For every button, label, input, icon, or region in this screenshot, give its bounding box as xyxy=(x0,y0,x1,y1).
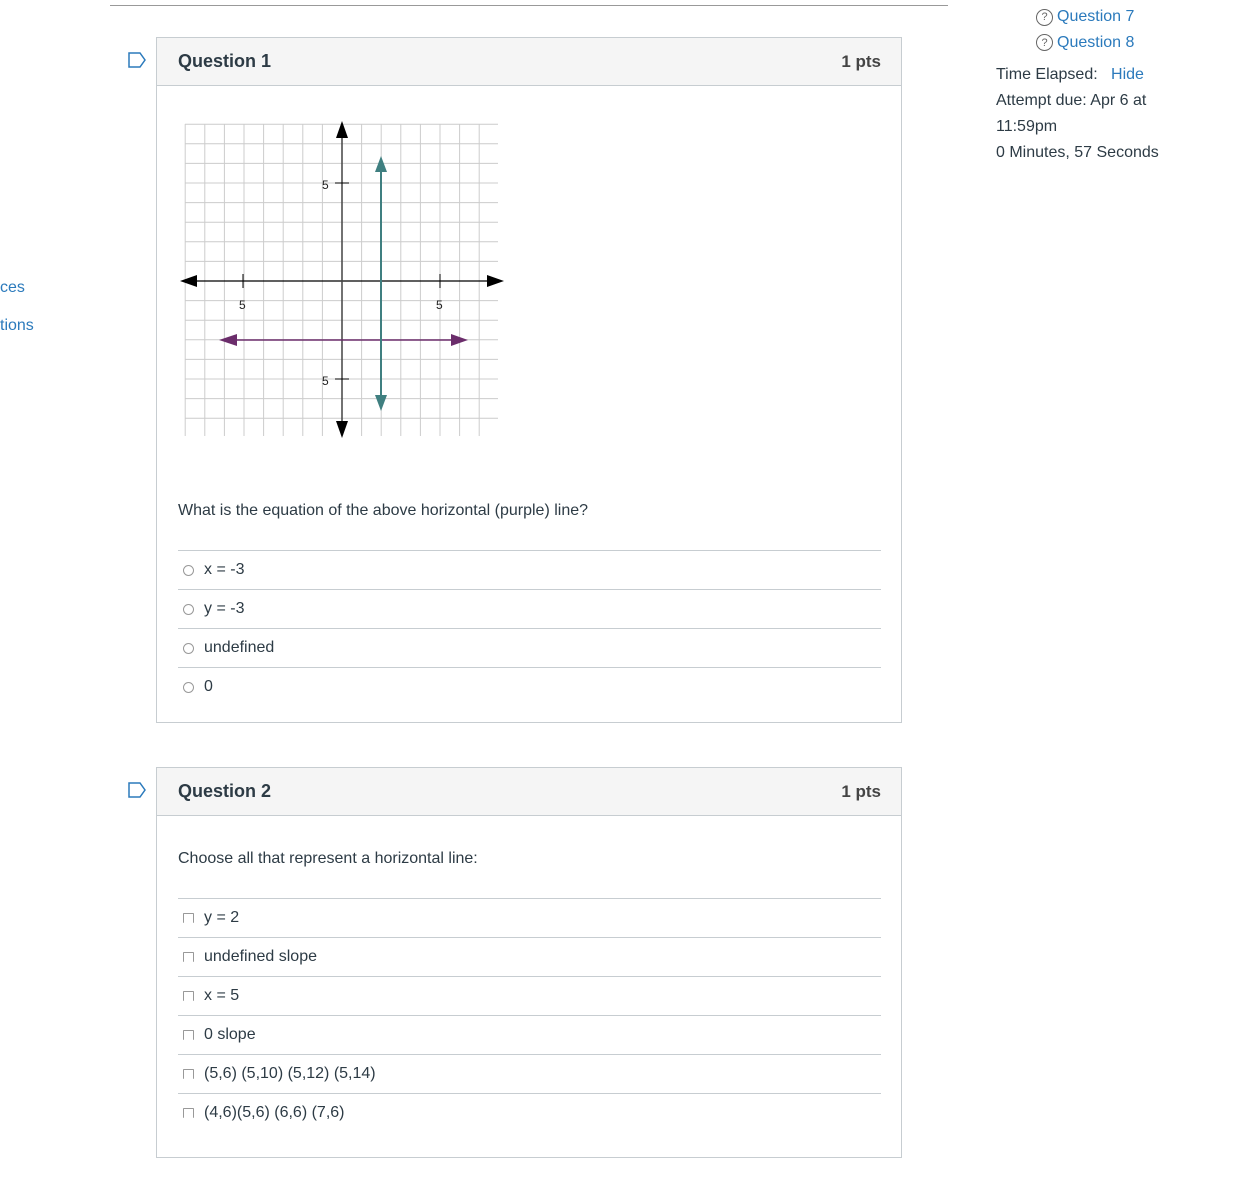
question-nav-label: Question 8 xyxy=(1057,34,1135,51)
answer-option[interactable] xyxy=(178,1054,881,1093)
arrow-icon xyxy=(219,334,237,346)
question-mark-icon: ? xyxy=(1036,34,1053,51)
arrow-icon xyxy=(336,121,348,138)
flag-question-icon[interactable] xyxy=(128,782,146,798)
answer-option[interactable] xyxy=(178,1093,881,1132)
answer-label: 0 xyxy=(204,678,213,695)
question-2 xyxy=(156,767,902,1158)
checkbox[interactable] xyxy=(183,913,194,923)
answer-label: y = 2 xyxy=(204,909,240,926)
question-points: 1 pts xyxy=(841,51,881,71)
arrow-icon xyxy=(375,156,387,172)
answer-option[interactable] xyxy=(178,667,881,706)
radio-button[interactable] xyxy=(183,643,194,654)
question-mark-icon: ? xyxy=(1036,9,1053,26)
hide-timer-link[interactable]: Hide xyxy=(1111,66,1144,83)
divider xyxy=(110,5,948,6)
radio-button[interactable] xyxy=(183,604,194,615)
answer-label: undefined slope xyxy=(204,948,317,965)
question-points: 1 pts xyxy=(841,781,881,801)
question-nav-label: Question 7 xyxy=(1057,8,1135,25)
question-title: Question 1 xyxy=(178,51,272,71)
radio-button[interactable] xyxy=(183,682,194,693)
answer-label: undefined xyxy=(204,639,275,656)
coordinate-graph xyxy=(171,110,511,450)
question-prompt: Choose all that represent a horizontal line: xyxy=(178,850,478,867)
checkbox[interactable] xyxy=(183,1030,194,1040)
arrow-icon xyxy=(336,421,348,438)
answer-option[interactable] xyxy=(178,628,881,667)
arrow-icon xyxy=(180,275,197,287)
answer-option[interactable] xyxy=(178,589,881,628)
timer-panel xyxy=(996,62,1159,166)
checkbox[interactable] xyxy=(183,991,194,1001)
tick-label: 5 xyxy=(322,374,329,388)
question-title: Question 2 xyxy=(178,781,272,801)
nav-link[interactable]: ces xyxy=(0,279,25,296)
answer-option[interactable] xyxy=(178,937,881,976)
answer-label: x = 5 xyxy=(204,987,240,1004)
arrow-icon xyxy=(375,395,387,411)
answer-label: y = -3 xyxy=(204,600,245,617)
tick-label: 5 xyxy=(436,298,443,312)
arrow-icon xyxy=(487,275,504,287)
tick-label: 5 xyxy=(322,178,329,192)
tick-label: 5 xyxy=(239,298,246,312)
time-elapsed-label: Time Elapsed: xyxy=(996,66,1098,83)
question-nav-7[interactable] xyxy=(1036,8,1134,26)
answer-label: x = -3 xyxy=(204,561,245,578)
question-1 xyxy=(156,37,902,723)
attempt-due: Attempt due: Apr 6 at xyxy=(996,92,1147,109)
checkbox[interactable] xyxy=(183,952,194,962)
nav-link[interactable]: tions xyxy=(0,317,34,334)
checkbox[interactable] xyxy=(183,1069,194,1079)
answer-label: (4,6)(5,6) (6,6) (7,6) xyxy=(204,1104,345,1121)
flag-question-icon[interactable] xyxy=(128,52,146,68)
attempt-due-time: 11:59pm xyxy=(996,118,1058,135)
timer-value: 0 Minutes, 57 Seconds xyxy=(996,144,1159,161)
answer-option[interactable] xyxy=(178,976,881,1015)
answer-option[interactable] xyxy=(178,1015,881,1054)
answer-option[interactable] xyxy=(178,550,881,589)
answer-label: 0 slope xyxy=(204,1026,256,1043)
answer-label: (5,6) (5,10) (5,12) (5,14) xyxy=(204,1065,376,1082)
answer-option[interactable] xyxy=(178,898,881,937)
checkbox[interactable] xyxy=(183,1108,194,1118)
radio-button[interactable] xyxy=(183,565,194,576)
question-nav-8[interactable] xyxy=(1036,34,1134,52)
question-prompt: What is the equation of the above horizontal (purple) line? xyxy=(178,502,589,519)
